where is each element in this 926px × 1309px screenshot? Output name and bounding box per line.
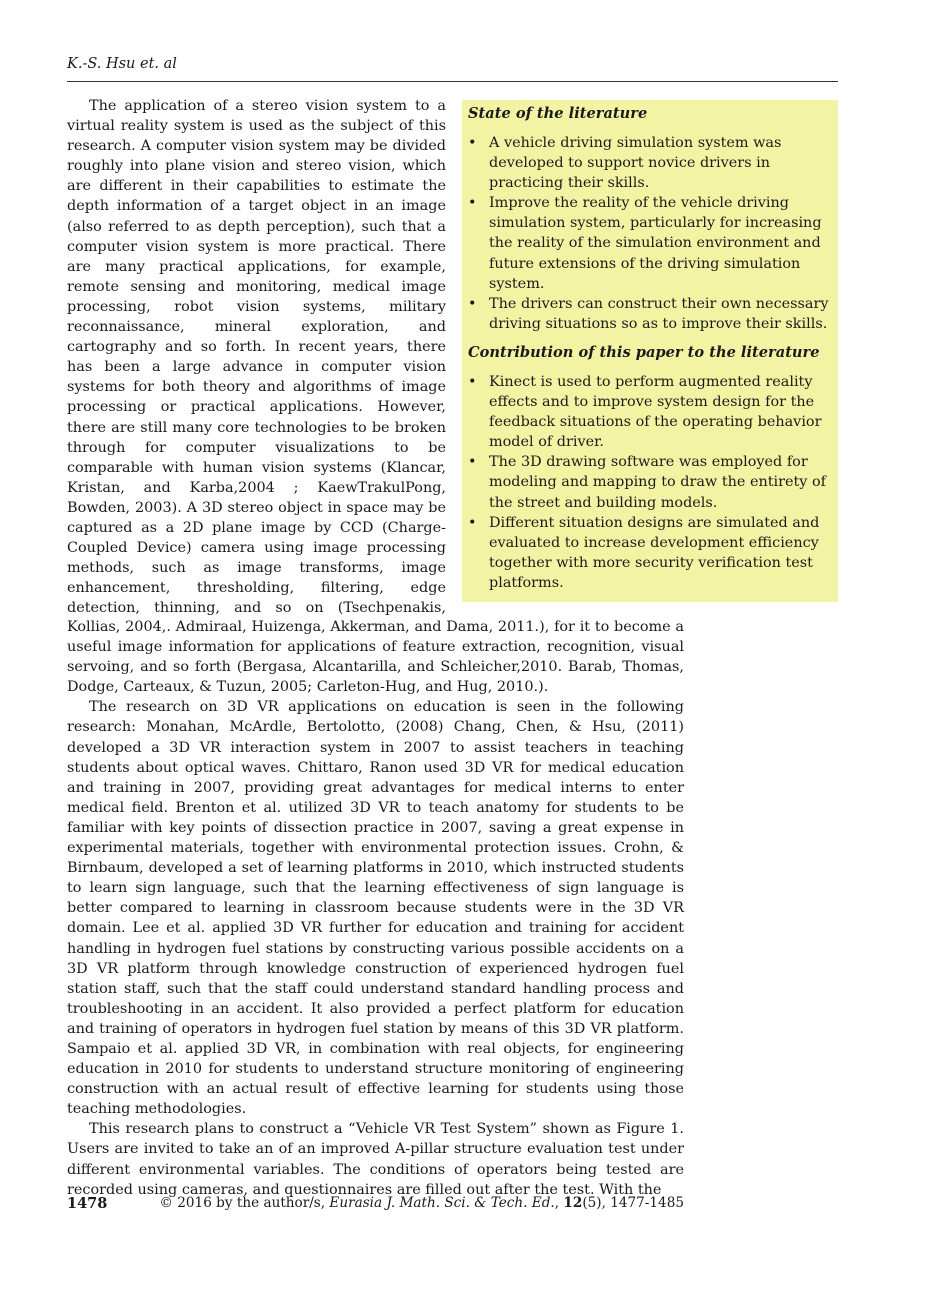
list-item: • Improve the reality of the vehicle driving simulation system, particularly for increasing the reality of the simulation environment and future extensions of the driving simulation system. (468, 195, 822, 292)
bullet-icon: • (468, 514, 477, 531)
literature-sidebar (462, 100, 838, 602)
list-item: • A vehicle driving simulation system was developed to support novice drivers in practicing their skills. (468, 135, 782, 192)
list-item: • The 3D drawing software was employed for modeling and mapping to draw the entirety of the street and building models. (468, 454, 827, 511)
contribution-list (468, 372, 830, 593)
bullet-icon: • (468, 373, 477, 390)
list-item: • The drivers can construct their own necessary driving situations so as to improve their skills. (468, 295, 829, 332)
list-item: • Kinect is used to perform augmented reality effects and to improve system design for the feedback situations of the operating behavior model of driver. (468, 373, 822, 451)
bullet-icon: • (468, 135, 477, 151)
left-column (67, 96, 446, 617)
paragraph-intro: The application of a stereo vision system to a virtual reality system is used as the subject of this research. A computer vision system may be divided roughly into plane vision and stereo vision, which are different in their capabilities to estimate the depth information of a target object in an image (also referred to as depth perception), such that a computer vision system is more practical. There are many practical applications, for example, remote sensing and monitoring, medical image processing, robot vision systems, military reconnaissance, mineral exploration, and cartography and so forth. In recent years, there has been a large advance in computer vision systems for both theory and algorithms of image processing or practical applications. However, there are still many core technologies to be broken through for computer visualizations to be comparable with human vision systems (Klancar, Kristan, and Karba,2004 ; KaewTrakulPong, Bowden, 2003). A 3D stereo object in space may be captured as a 2D plane image by CCD (Charge-Coupled Device) camera using image processing methods, such as image transforms, image enhancement, thresholding, filtering, edge detection, thinning, and so on (Tsechpenakis, (67, 98, 446, 617)
state-of-literature-heading: State of the literature (468, 105, 648, 122)
page-number: 1478 (67, 1195, 108, 1212)
paragraph-plan: This research plans to construct a “Vehicle VR Test System” shown as Figure 1. Users are invited to take an of an improved A-pillar structure evaluation test under different environmental variables. The conditions of operators being tested are recorded using cameras, and questionnaires are filled out after the test. With the (67, 1121, 684, 1198)
list-item: • Different situation designs are simulated and evaluated to increase development efficiency together with more security verification test platforms. (468, 514, 820, 591)
paragraph-intro-continued: Kollias, 2004,. Admiraal, Huizenga, Akkerman, and Dama, 2011.), for it to become a useful image information for applications of feature extraction, recognition, visual servoing, and so forth (Bergasa, Alcantarilla, and Schleicher,2010. Barab, Thomas, Dodge, Carteaux, & Tuzun, 2005; Carleton-Hug, and Hug, 2010.). (67, 619, 684, 696)
bullet-icon: • (468, 295, 477, 312)
main-text-flow (67, 617, 684, 1200)
header-authors: K.-S. Hsu et. al (67, 56, 177, 72)
bullet-icon: • (468, 454, 477, 471)
paragraph-research: The research on 3D VR applications on education is seen in the following research: Monahan, McArdle, Bertolotto, (2008) Chang, Chen, & Hsu, (2011) developed a 3D VR interaction system in 2007 to assist teachers in teaching students about optical waves. Chittaro, Ranon used 3D VR for medical education and training in 2007, providing great advantages for medical interns to enter medical field. Brenton et al. utilized 3D VR to teach anatomy for students to be familiar with key points of dissection practice in 2007, saving a great expense in experimental materials, together with environmental protection issues. Crohn, & Birnbaum, developed a set of learning platforms in 2010, which instructed students to learn sign language, such that the learning effectiveness of sign language is better compared to learning in classroom because students were in the 3D VR domain. Lee et al. applied 3D VR further for education and training for accident handling in hydrogen fuel stations by constructing various possible accidents on a 3D VR platform through knowledge construction of experienced hydrogen fuel station staff, such that the staff could understand standard handling process and troubleshooting in an accident. It also provided a perfect platform for education and training of operators in hydrogen fuel station by means of this 3D VR platform. Sampaio et al. applied 3D VR, in combination with real objects, for engineering education in 2010 for students to understand structure monitoring of engineering construction with an actual result of effective learning for students using those teaching methodologies. (67, 699, 684, 1118)
contribution-heading: Contribution of this paper to the literature (468, 343, 820, 361)
state-of-literature-list (468, 133, 830, 334)
copyright-line: © 2016 by the author/s, Eurasia J. Math. Sci. & Tech. Ed., 12(5), 1477-1485 (159, 1195, 684, 1211)
bullet-icon: • (468, 195, 477, 212)
journal-name: Eurasia J. Math. Sci. & Tech. Ed. (329, 1195, 555, 1211)
volume-number: 12 (563, 1195, 583, 1211)
running-header (67, 56, 838, 82)
